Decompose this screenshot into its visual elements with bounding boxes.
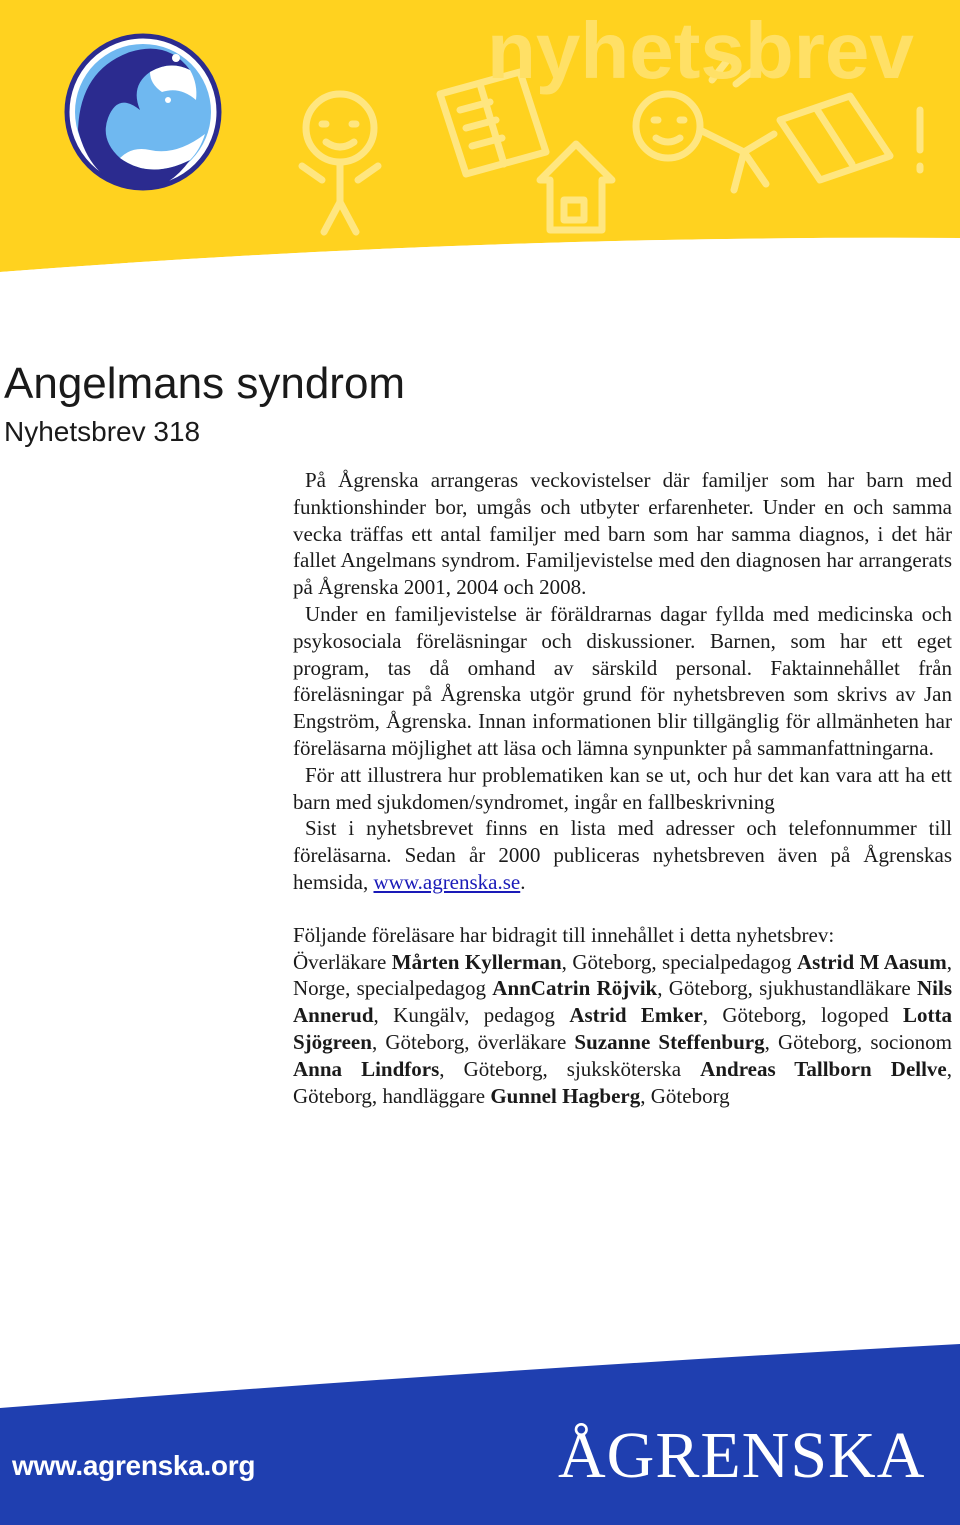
contributor-place: , Göteborg,: [561, 949, 663, 974]
contributor-role: sjukhustandläkare: [759, 976, 917, 1001]
contributor-place: , Göteborg,: [293, 1056, 952, 1108]
contributor-role: Överläkare: [293, 949, 392, 974]
paragraph-gap: [293, 896, 952, 922]
intro-paragraph-2: Under en familjevistelse är föräldrarnas dagar fyllda med medicinska och psykosociala föreläsningar och diskussioner. Barnen, som har ett eget program, tas då omhand av särskild personal. Faktainnehållet från föreläsningar på Ågrenska utgör grund för nyhetsbreven som skrivs av Jan Engström, Ågrenska. Innan informationen blir tillgänglig för allmänheten har föreläsarna möjlighet att läsa och lämna synpunkter på sammanfattningarna.: [293, 601, 952, 760]
page-subtitle: Nyhetsbrev 318: [4, 416, 201, 447]
intro-paragraph-4-text: Sist i nyhetsbrevet finns en lista med adresser och telefonnummer till föreläsarna. Sedan år 2000 publiceras nyhetsbreven även på Ågrenskas hemsida,: [293, 816, 952, 894]
contributor-place: , Göteborg,: [439, 1056, 567, 1081]
contributor-role: handläggare: [382, 1083, 491, 1108]
website-link[interactable]: www.agrenska.se: [373, 869, 521, 894]
contributor-role: sjuksköterska: [566, 1056, 701, 1081]
contributor-name: Nils Annerud: [293, 976, 952, 1028]
contributor-place: , Göteborg,: [657, 976, 760, 1001]
contributor-place: , Göteborg,: [764, 1029, 871, 1054]
contributor-place: , Göteborg: [640, 1083, 730, 1108]
intro-paragraph-3: För att illustrera hur problematiken kan se ut, och hur det kan vara att ha ett barn med sjukdomen/syndromet, ingår en fallbeskrivning: [293, 762, 952, 814]
contributor-role: pedagog: [483, 1003, 570, 1028]
contributor-place: , Göteborg,: [702, 1003, 821, 1028]
contributor-role: logoped: [820, 1003, 904, 1028]
contributor-role: överläkare: [477, 1029, 575, 1054]
page-title: Angelmans syndrom: [4, 359, 406, 408]
contributors-intro: Följande föreläsare har bidragit till innehållet i detta nyhetsbrev:: [293, 922, 835, 947]
contributor-place: , Kungälv,: [373, 1003, 484, 1028]
contributor-name: Anna Lindfors: [293, 1056, 440, 1081]
contributor-name: Andreas Tallborn Dellve: [700, 1056, 947, 1081]
contributor-name: Astrid Emker: [569, 1003, 703, 1028]
intro-paragraph-1: På Ågrenska arrangeras veckovistelser där familjer som har barn med funktionshinder bor, umgås och utbyter erfarenheter. Under en och samma vecka träffas ett antal familjer med barn som har samma diagnos, i det här fallet Angelmans syndrom. Familjevistelse med den diagnosen har arrangerats på Ågrenska 2001, 2004 och 2008.: [293, 468, 952, 600]
wave-logo-icon: [67, 36, 219, 190]
contributor-name: AnnCatrin Röjvik: [492, 976, 658, 1001]
contributor-name: Suzanne Steffenburg: [574, 1029, 765, 1054]
footer-brand-logo: ÅGRENSKA: [558, 1419, 926, 1492]
contributor-role: specialpedagog: [356, 976, 493, 1001]
contributor-place: , Göteborg,: [371, 1029, 478, 1054]
contributor-place: , Norge,: [293, 949, 952, 1001]
banner-graphic: [0, 0, 960, 290]
intro-paragraph-4: [293, 815, 952, 895]
header-banner: [0, 0, 960, 290]
contributor-name: Mårten Kyllerman: [391, 949, 562, 974]
document-body: [293, 467, 952, 1109]
contributor-role: specialpedagog: [662, 949, 797, 974]
footer-url[interactable]: www.agrenska.org: [12, 1450, 256, 1481]
contributor-name: Gunnel Hagberg: [490, 1083, 641, 1108]
contributor-name: Lotta Sjögreen: [293, 1003, 953, 1054]
intro-paragraph-4-end: .: [520, 869, 526, 894]
contributor-role: socionom: [870, 1029, 952, 1054]
contributor-name: Astrid M Aasum: [796, 949, 947, 974]
nyhetsbrev-logo-text: nyhetsbrev: [487, 6, 914, 95]
contributors-list: [293, 949, 952, 1110]
